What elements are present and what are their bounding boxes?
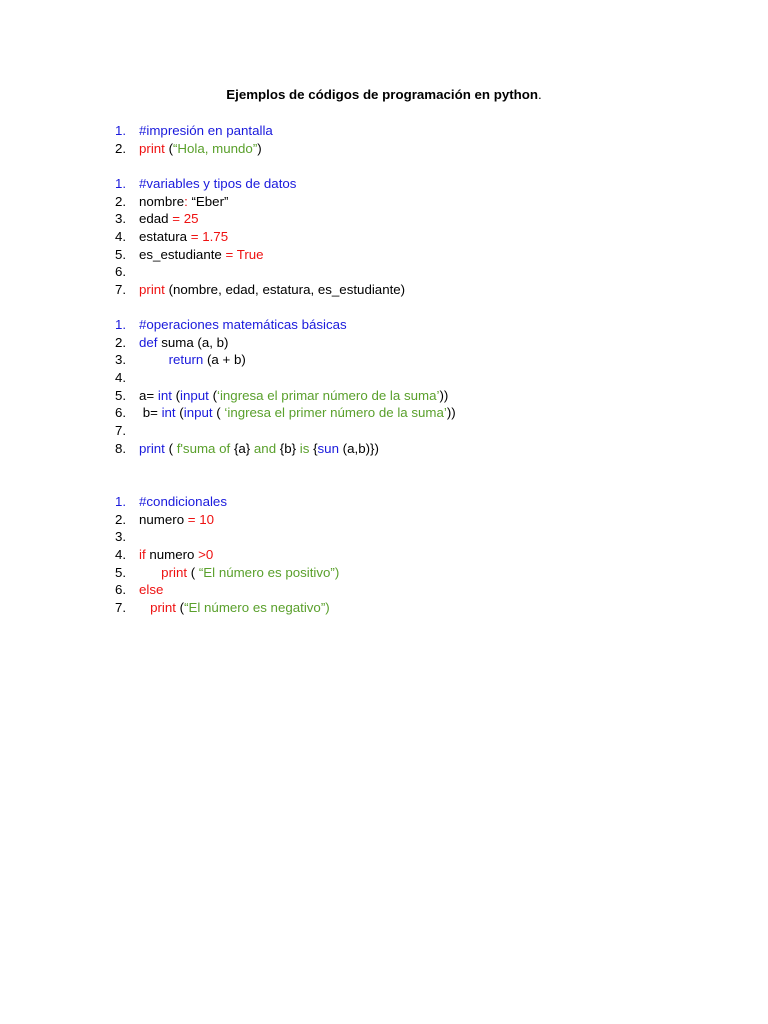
line-number: 3.: [115, 529, 127, 545]
code-token: f'suma of: [176, 440, 234, 456]
code-text: [139, 175, 296, 193]
code-token: ‘ingresa el primar número de la suma’: [217, 387, 440, 403]
code-token: (: [164, 440, 177, 456]
title-period: .: [538, 87, 542, 102]
code-token: if: [139, 547, 146, 563]
line-number: 2.: [115, 193, 127, 209]
code-token: int: [157, 387, 172, 403]
code-token: = 1.75: [190, 229, 229, 245]
line-number: 2.: [115, 511, 127, 527]
code-token: print: [150, 600, 176, 616]
line-number: 4.: [115, 229, 127, 245]
code-token: (a,b)}): [338, 440, 379, 456]
code-token: (: [164, 140, 173, 156]
title-text: Ejemplos de códigos de programación en python: [226, 87, 539, 102]
code-text: [139, 404, 456, 422]
code-token: es_estudiante: [139, 246, 226, 262]
code-text: [139, 546, 213, 564]
code-token: print: [139, 140, 165, 156]
code-token: edad: [139, 211, 173, 227]
code-token: >0: [198, 547, 214, 563]
code-token: #variables y tipos de datos: [139, 176, 297, 191]
line-number: 4.: [115, 547, 127, 563]
code-token: “Eber”: [187, 193, 229, 209]
code-token: numero: [139, 511, 188, 527]
code-token: numero: [145, 547, 199, 563]
code-token: “Hola, mundo”: [173, 140, 258, 156]
line-number: 5.: [115, 387, 127, 403]
line-number: 5.: [115, 246, 127, 262]
code-token: (: [208, 387, 217, 403]
line-number: 8.: [115, 440, 127, 456]
code-token: a=: [139, 387, 158, 403]
code-text: [139, 334, 228, 352]
line-number: 7.: [115, 423, 127, 439]
code-text: [139, 210, 199, 228]
code-token: = True: [225, 246, 264, 262]
code-token: sun: [317, 440, 339, 456]
code-text: [139, 387, 448, 405]
code-token: estatura: [139, 229, 191, 245]
line-number: 3.: [115, 211, 127, 227]
line-number: 2.: [115, 334, 127, 350]
line-number: 7.: [115, 600, 127, 616]
code-token: input: [183, 405, 213, 421]
code-token: = 25: [172, 211, 199, 227]
line-number: 4.: [115, 370, 127, 386]
code-token: input: [180, 387, 209, 403]
code-token: [139, 352, 169, 367]
code-text: [139, 316, 347, 334]
code-text: [139, 440, 379, 458]
code-token: and: [250, 440, 280, 456]
code-token: return: [168, 352, 204, 368]
code-token: is: [296, 440, 314, 456]
code-token: {a}: [233, 440, 251, 456]
line-number: 6.: [115, 405, 127, 421]
code-token: (: [175, 405, 184, 421]
code-text: [139, 140, 262, 158]
code-token: int: [161, 405, 176, 421]
code-text: [139, 122, 273, 140]
code-text: [139, 246, 264, 264]
line-number: 1.: [115, 176, 127, 191]
code-token: (nombre, edad, estatura, es_estudiante): [164, 282, 406, 298]
line-number: 7.: [115, 282, 127, 298]
line-number: 6.: [115, 264, 127, 280]
line-number: 1.: [115, 494, 127, 509]
code-text: [139, 493, 227, 511]
code-token: = 10: [187, 511, 215, 527]
code-token: (a + b): [203, 352, 246, 368]
code-token: else: [139, 582, 164, 598]
code-token: #impresión en pantalla: [139, 123, 273, 138]
code-token: print: [161, 564, 188, 580]
code-token: ): [257, 140, 262, 156]
code-token: (: [187, 564, 199, 580]
code-token: print: [139, 282, 165, 298]
code-token: b=: [139, 405, 162, 421]
code-token: )): [439, 387, 449, 403]
code-token: (: [212, 405, 225, 421]
code-text: [139, 193, 228, 211]
code-token: suma (a, b): [157, 334, 229, 350]
code-token: “El número es positivo”): [198, 564, 340, 580]
code-token: def: [139, 334, 158, 350]
code-text: [139, 511, 214, 529]
code-token: ‘ingresa el primer número de la suma’: [224, 405, 447, 421]
code-token: )): [446, 405, 456, 421]
code-token: :: [184, 193, 188, 209]
code-token: {: [313, 440, 318, 456]
code-token: (: [171, 387, 181, 403]
line-number: 1.: [115, 317, 127, 332]
code-token: [139, 600, 150, 615]
line-number: 5.: [115, 564, 127, 580]
code-text: [139, 564, 339, 582]
code-token: {b}: [279, 440, 297, 456]
code-text: [139, 351, 246, 369]
code-text: [139, 599, 330, 617]
line-number: 6.: [115, 582, 127, 598]
code-token: print: [139, 440, 165, 456]
code-token: #condicionales: [139, 494, 227, 509]
line-number: 2.: [115, 140, 127, 156]
page-title: [0, 87, 768, 102]
code-token: nombre: [139, 193, 185, 209]
code-text: [139, 281, 405, 299]
line-number: 3.: [115, 352, 127, 368]
code-token: #operaciones matemáticas básicas: [139, 317, 347, 332]
code-text: [139, 228, 228, 246]
code-text: [139, 581, 163, 599]
line-number: 1.: [115, 123, 127, 138]
code-token: “El número es negativo”): [184, 600, 330, 616]
code-token: (: [175, 600, 185, 616]
code-token: [139, 565, 161, 580]
